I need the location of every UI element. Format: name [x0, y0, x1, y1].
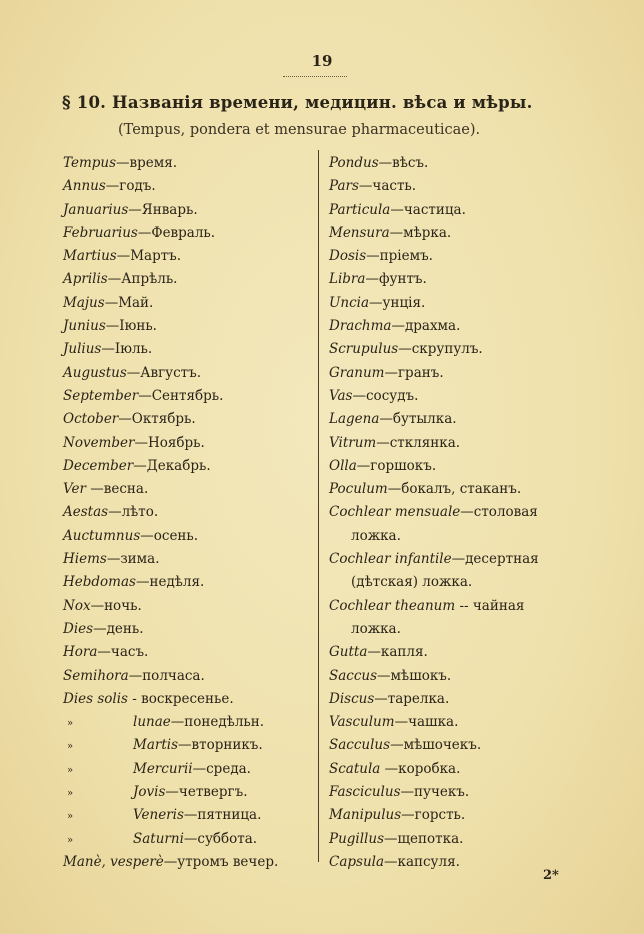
- vocab-entry: [329, 362, 539, 385]
- russian-translation: —столовая: [460, 504, 538, 521]
- vocab-entry: [329, 734, 539, 757]
- russian-translation: —осень.: [140, 527, 199, 544]
- russian-translation: —десертная: [451, 551, 539, 568]
- latin-term: Mensura: [329, 224, 390, 241]
- russian-translation: —капсуля.: [384, 853, 460, 870]
- latin-term: Lagena: [329, 411, 380, 428]
- latin-term: Scrupulus: [329, 341, 399, 358]
- vocab-entry: [329, 199, 539, 222]
- latin-term: Tempus: [63, 155, 117, 171]
- latin-term: Olla: [329, 457, 357, 474]
- vocab-entry: [63, 222, 278, 245]
- latin-term: Julius: [63, 341, 102, 358]
- russian-translation: —Октябрь.: [118, 411, 196, 428]
- russian-translation: —зима.: [106, 551, 160, 568]
- russian-translation: —день.: [93, 620, 144, 637]
- vocab-entry: [329, 432, 539, 455]
- russian-translation: —суббота.: [183, 830, 258, 847]
- vocab-entry: [63, 781, 278, 804]
- vocab-entry: [63, 571, 278, 594]
- latin-term: September: [63, 387, 139, 404]
- vocab-entry: [329, 292, 539, 315]
- russian-translation: —фунтъ.: [365, 271, 427, 288]
- vocab-entry: [329, 525, 539, 548]
- russian-translation: —Февраль.: [137, 224, 216, 241]
- russian-translation: —Мартъ.: [116, 248, 182, 265]
- latin-term: Martius: [63, 248, 117, 265]
- entry-continuation: ложка.: [351, 620, 401, 637]
- vocab-entry: [63, 315, 278, 338]
- latin-term: Dies solis: [63, 690, 128, 707]
- russian-translation: —частица.: [390, 201, 466, 218]
- russian-translation: —Іюнь.: [105, 318, 157, 335]
- latin-term: Capsula: [329, 853, 385, 870]
- vocab-entry: [63, 688, 278, 711]
- latin-term: Particula: [329, 201, 391, 218]
- latin-term: Cochlear theanum: [329, 597, 456, 614]
- vocab-entry: [329, 781, 539, 804]
- russian-translation: —годъ.: [105, 178, 156, 195]
- russian-translation: —скрупулъ.: [398, 341, 483, 358]
- russian-translation: —вторникъ.: [178, 737, 263, 754]
- russian-translation: —бокалъ, стаканъ.: [387, 481, 522, 498]
- russian-translation: —капля.: [367, 644, 428, 661]
- russian-translation: —пятница.: [183, 807, 262, 824]
- vocab-entry: [329, 828, 539, 851]
- vocab-entry: [329, 408, 539, 431]
- latin-term: Cochlear infantile: [329, 551, 452, 568]
- russian-translation: —среда.: [192, 760, 251, 777]
- russian-translation: —Іюль.: [101, 341, 153, 358]
- section-title: § 10. Названія времени, медицин. вѣса и мѣры.: [62, 93, 533, 112]
- vocab-entry: [63, 734, 278, 757]
- section-subtitle: (Tempus, pondera et mensurae pharmaceuticae).: [118, 122, 481, 138]
- russian-translation: —Сентябрь.: [138, 387, 224, 404]
- vocab-entry: [63, 152, 278, 175]
- vocab-entry: [329, 618, 539, 641]
- russian-translation: —лѣто.: [108, 504, 159, 521]
- latin-term: Granum: [329, 364, 385, 381]
- ditto-mark: »: [67, 764, 74, 776]
- vocab-entry: [63, 455, 278, 478]
- russian-translation: —вѣсъ.: [378, 155, 429, 171]
- vocab-entry: [329, 851, 539, 874]
- vocab-entry: [63, 804, 278, 827]
- latin-term: Augustus: [63, 364, 127, 381]
- russian-translation: —ночь.: [90, 597, 142, 614]
- latin-term: Nox: [63, 597, 91, 614]
- latin-term: Annus: [63, 178, 106, 195]
- vocab-entry: [329, 338, 539, 361]
- vocab-entry: [63, 548, 278, 571]
- signature-mark: 2*: [543, 868, 559, 883]
- vocab-entry: [329, 268, 539, 291]
- latin-term: Vitrum: [329, 434, 377, 451]
- ornament-divider: [283, 70, 347, 77]
- russian-translation: —время.: [116, 155, 178, 171]
- latin-term: Saturni: [133, 830, 184, 847]
- latin-term: October: [63, 411, 119, 428]
- latin-term: Semihora: [63, 667, 129, 684]
- russian-translation: —недѣля.: [135, 574, 205, 591]
- russian-translation: —Декабрь.: [133, 457, 211, 474]
- entry-continuation: (дѣтская) ложка.: [351, 574, 473, 591]
- vocab-entry: [329, 385, 539, 408]
- latin-term: Majus: [63, 294, 105, 311]
- latin-term: Auctumnus: [63, 527, 141, 544]
- left-column: [63, 152, 278, 874]
- latin-term: Junius: [63, 318, 106, 335]
- vocab-entry: [63, 199, 278, 222]
- vocab-entry: [63, 501, 278, 524]
- russian-translation: —щепотка.: [384, 830, 464, 847]
- russian-translation: —Ноябрь.: [134, 434, 205, 451]
- russian-translation: —горсть.: [401, 807, 466, 824]
- latin-term: Cochlear mensuale: [329, 504, 461, 521]
- latin-term: Fasciculus: [329, 784, 401, 801]
- vocab-entry: [63, 292, 278, 315]
- russian-translation: - воскресенье.: [127, 690, 234, 707]
- russian-translation: —тарелка.: [374, 690, 450, 707]
- vocab-entry: [63, 758, 278, 781]
- vocab-entry: [329, 152, 539, 175]
- latin-term: Veneris: [133, 807, 184, 824]
- latin-term: Ver: [63, 481, 86, 498]
- vocab-entry: [63, 385, 278, 408]
- vocab-entry: [63, 618, 278, 641]
- vocab-entry: [329, 595, 539, 618]
- russian-translation: —Январь.: [128, 201, 198, 218]
- russian-translation: —унція.: [369, 294, 426, 311]
- vocab-entry: [329, 641, 539, 664]
- vocab-entry: [63, 665, 278, 688]
- russian-translation: -- чайная: [455, 597, 525, 614]
- latin-term: Martis: [133, 737, 178, 754]
- latin-term: Saccus: [329, 667, 378, 684]
- latin-term: Aprilis: [63, 271, 108, 288]
- latin-term: Manè, vesperè: [63, 853, 164, 870]
- latin-term: Sacculus: [329, 737, 391, 754]
- vocab-entry: [63, 268, 278, 291]
- latin-term: Mercurii: [133, 760, 193, 777]
- vocab-entry: [63, 641, 278, 664]
- vocab-entry: [329, 711, 539, 734]
- latin-term: November: [63, 434, 135, 451]
- latin-term: lunae: [133, 714, 171, 731]
- latin-term: Drachma: [329, 318, 392, 335]
- latin-term: Jovis: [133, 784, 166, 801]
- ditto-mark: »: [67, 811, 74, 823]
- latin-term: Vas: [329, 387, 353, 404]
- russian-translation: —Августъ.: [126, 364, 202, 381]
- vocab-entry: [329, 315, 539, 338]
- russian-translation: —бутылка.: [379, 411, 457, 428]
- russian-translation: —Апрѣль.: [107, 271, 178, 288]
- russian-translation: —мѣшокъ.: [377, 667, 452, 684]
- vocab-entry: [329, 804, 539, 827]
- latin-term: Manipulus: [329, 807, 402, 824]
- russian-translation: —горшокъ.: [356, 457, 437, 474]
- page-number: 19: [311, 52, 333, 70]
- russian-translation: —понедѣльн.: [170, 714, 265, 731]
- russian-translation: —гранъ.: [384, 364, 444, 381]
- latin-term: Uncia: [329, 294, 369, 311]
- vocab-entry: [63, 595, 278, 618]
- ditto-mark: »: [67, 718, 74, 730]
- russian-translation: —утромъ вечер.: [163, 853, 279, 870]
- right-column: [329, 152, 539, 874]
- vocab-entry: [329, 688, 539, 711]
- vocab-entry: [329, 478, 539, 501]
- vocab-entry: [329, 222, 539, 245]
- ditto-mark: »: [67, 741, 74, 753]
- russian-translation: —пучекъ.: [400, 784, 470, 801]
- latin-term: Poculum: [329, 481, 388, 498]
- vocab-entry: [63, 478, 278, 501]
- russian-translation: —чашка.: [394, 714, 459, 731]
- latin-term: December: [63, 457, 134, 474]
- latin-term: Discus: [329, 690, 375, 707]
- russian-translation: —драхма.: [391, 318, 461, 335]
- latin-term: Februarius: [63, 224, 138, 241]
- entry-continuation: ложка.: [351, 527, 401, 544]
- russian-translation: —весна.: [85, 481, 149, 498]
- russian-translation: —пріемъ.: [366, 248, 433, 265]
- vocab-entry: [329, 548, 539, 571]
- latin-term: Hora: [63, 644, 98, 661]
- vocab-entry: [329, 455, 539, 478]
- latin-term: Januarius: [63, 201, 129, 218]
- vocab-entry: [329, 571, 539, 594]
- latin-term: Pondus: [329, 155, 379, 171]
- russian-translation: —Май.: [104, 294, 154, 311]
- russian-translation: —стклянка.: [376, 434, 461, 451]
- latin-term: Gutta: [329, 644, 368, 661]
- latin-term: Hebdomas: [63, 574, 136, 591]
- vocab-entry: [329, 245, 539, 268]
- vocab-entry: [63, 338, 278, 361]
- latin-term: Pars: [329, 178, 359, 195]
- latin-term: Dosis: [329, 248, 367, 265]
- vocab-entry: [63, 408, 278, 431]
- vocab-entry: [63, 362, 278, 385]
- ditto-mark: »: [67, 834, 74, 846]
- russian-translation: —мѣрка.: [389, 224, 452, 241]
- vocab-entry: [329, 758, 539, 781]
- latin-term: Dies: [63, 620, 94, 637]
- latin-term: Hiems: [63, 551, 107, 568]
- russian-translation: —мѣшочекъ.: [390, 737, 482, 754]
- vocab-entry: [329, 665, 539, 688]
- russian-translation: —часть.: [358, 178, 417, 195]
- vocab-entry: [63, 432, 278, 455]
- vocab-entry: [63, 525, 278, 548]
- column-divider: [318, 150, 319, 862]
- vocab-entry: [63, 245, 278, 268]
- vocab-entry: [63, 175, 278, 198]
- russian-translation: —сосудъ.: [352, 387, 419, 404]
- russian-translation: —часъ.: [97, 644, 149, 661]
- latin-term: Libra: [329, 271, 366, 288]
- vocab-entry: [63, 711, 278, 734]
- vocab-entry: [63, 851, 278, 874]
- russian-translation: —коробка.: [380, 760, 461, 777]
- ditto-mark: »: [67, 788, 74, 800]
- vocab-entry: [329, 501, 539, 524]
- vocab-entry: [63, 828, 278, 851]
- latin-term: Scatula: [329, 760, 381, 777]
- latin-term: Pugillus: [329, 830, 384, 847]
- vocab-entry: [329, 175, 539, 198]
- russian-translation: —полчаса.: [128, 667, 205, 684]
- latin-term: Vasculum: [329, 714, 395, 731]
- russian-translation: —четвергъ.: [165, 784, 248, 801]
- latin-term: Aestas: [63, 504, 109, 521]
